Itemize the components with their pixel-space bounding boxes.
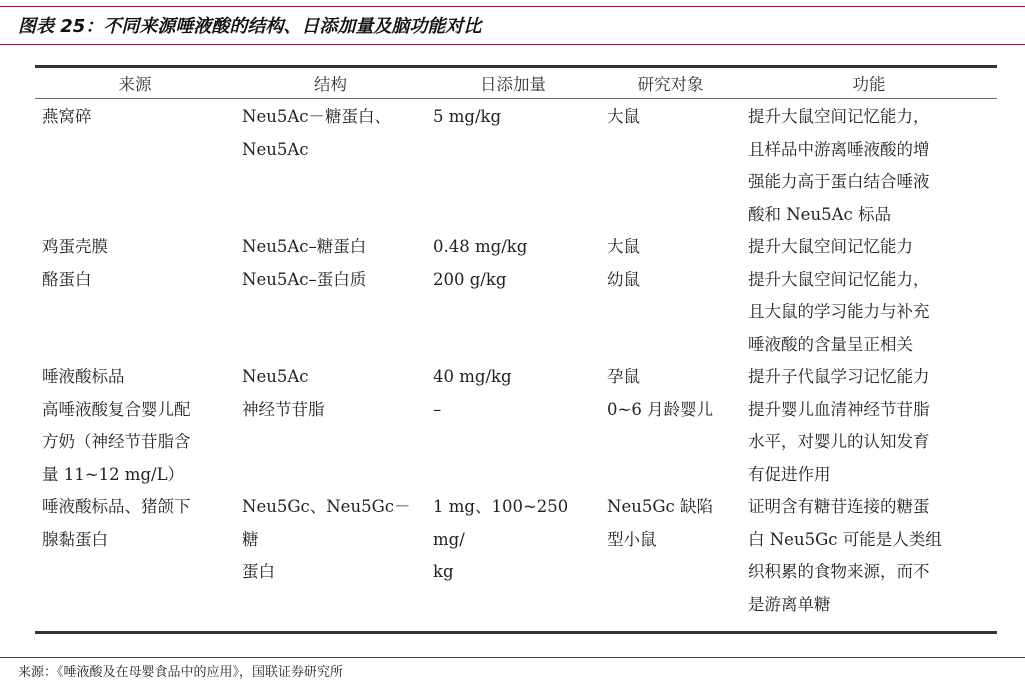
table-row <box>35 394 997 492</box>
table-row <box>35 99 997 232</box>
source-note: 来源：《唾液酸及在母婴食品中的应用》，国联证券研究所 <box>18 665 344 680</box>
cell-subject: Neu5Gc 缺陷 型小鼠 <box>600 491 741 633</box>
cell-daily-dose: – <box>433 399 442 419</box>
cell-source: 高唾液酸复合婴儿配 方奶（神经节苷脂含 量 11~12 mg/L） <box>42 399 191 484</box>
cell-source: 唾液酸标品 <box>42 367 125 386</box>
cell-subject: 幼鼠 <box>607 269 640 289</box>
cell-source: 酪蛋白 <box>42 269 92 289</box>
header-daily-dose: 日添加量 <box>426 67 600 99</box>
table-row <box>35 361 997 394</box>
cell-structure: Neu5Ac–蛋白质 <box>242 269 367 289</box>
cell-function: 提升大鼠空间记忆能力 <box>748 237 913 256</box>
cell-subject: 孕鼠 <box>607 367 640 386</box>
cell-subject: 大鼠 <box>607 237 640 256</box>
header-structure: 结构 <box>235 67 426 99</box>
cell-daily-dose: 0.48 mg/kg <box>433 237 528 256</box>
cell-structure: Neu5Ac <box>242 367 309 386</box>
top-rule <box>0 6 1025 7</box>
title-rule <box>0 44 1025 45</box>
source-rule <box>0 657 1025 658</box>
cell-function: 提升大鼠空间记忆能力， 且大鼠的学习能力与补充 唾液酸的含量呈正相关 <box>748 269 930 354</box>
cell-daily-dose: 200 g/kg <box>433 269 507 289</box>
cell-function: 提升子代鼠学习记忆能力 <box>748 367 930 386</box>
cell-function: 证明含有糖苷连接的糖蛋 白 Neu5Gc 可能是人类组 织积累的食物来源，而不 是游离单糖 <box>741 491 997 633</box>
cell-structure: Neu5Gc、Neu5Gc－糖 蛋白 <box>235 491 426 633</box>
table-row <box>35 231 997 264</box>
cell-function: 提升婴儿血清神经节苷脂 水平，对婴儿的认知发育 有促进作用 <box>748 399 930 484</box>
cell-function: 提升大鼠空间记忆能力， 且样品中游离唾液酸的增 强能力高于蛋白结合唾液 酸和 Neu5Ac 标品 <box>748 107 930 224</box>
cell-structure: Neu5Ac–糖蛋白 <box>242 237 367 256</box>
cell-subject: 0~6 月龄婴儿 <box>607 399 714 419</box>
header-source: 来源 <box>35 67 235 99</box>
figure-title: 图表 25：不同来源唾液酸的结构、日添加量及脑功能对比 <box>18 16 482 37</box>
cell-source: 燕窝碎 <box>42 107 92 126</box>
cell-subject: 大鼠 <box>607 107 640 126</box>
table-row <box>35 264 997 362</box>
cell-daily-dose: 5 mg/kg <box>433 107 502 126</box>
header-subject: 研究对象 <box>600 67 741 99</box>
cell-structure: 神经节苷脂 <box>242 399 325 419</box>
cell-source: 鸡蛋壳膜 <box>42 237 108 256</box>
cell-daily-dose: 1 mg、100~250 mg/ kg <box>426 491 600 633</box>
cell-structure: Neu5Ac－糖蛋白、 Neu5Ac <box>242 107 391 159</box>
comparison-table <box>35 65 997 634</box>
cell-daily-dose: 40 mg/kg <box>433 367 512 386</box>
table-header-row <box>35 67 997 99</box>
table-row <box>35 491 997 633</box>
cell-source: 唾液酸标品、猪颌下 腺黏蛋白 <box>35 491 235 633</box>
header-function: 功能 <box>741 67 997 99</box>
